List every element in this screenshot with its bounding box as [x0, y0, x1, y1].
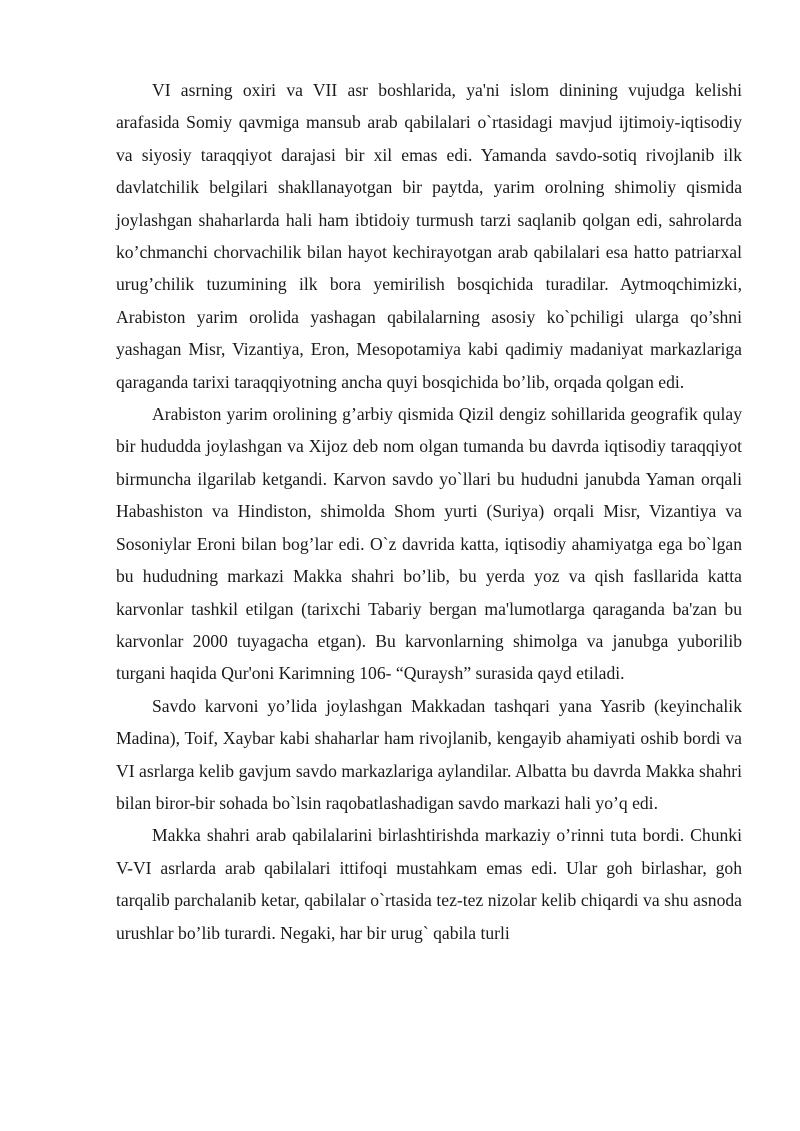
- paragraph: Makka shahri arab qabilalarini birlashtirishda markaziy o’rinni tuta bordi. Chunki V-VI asrlarda arab qabilalari ittifoqi mustahkam emas edi. Ular goh birlashar, goh tarqalib parchalanib ketar, qabilalar o`rtasida tez-tez nizolar kelib chiqardi va shu asnoda urushlar bo’lib turardi. Negaki, har bir urug` qabila turli: [116, 825, 742, 943]
- paragraph: Arabiston yarim orolining g’arbiy qismida Qizil dengiz sohillarida geografik qulay bir hududda joylashgan va Xijoz deb nom olgan tumanda bu davrda iqtisodiy taraqqiyot birmuncha ilgarilab ketgandi. Karvon savdo yo`llari bu hududni janubda Yaman orqali Habashiston va Hindiston, shimolda Shom yurti (Suriya) orqali Misr, Vizantiya va Sosoniylar Eroni bilan bog’lar edi. O`z davrida katta, iqtisodiy ahamiyatga ega bo`lgan bu hududning markazi Makka shahri bo’lib, bu yerda yoz va qish fasllarida katta karvonlar tashkil etilgan (tarixchi Tabariy bergan ma'lumotlarga qaraganda ba'zan bu karvonlar 2000 tuyagacha etgan). Bu karvonlarning shimolga va janubga yuborilib turgani haqida Qur'oni Karimning 106- “Quraysh” surasida qayd etiladi.: [116, 404, 742, 684]
- paragraph: VI asrning oxiri va VII asr boshlarida, ya'ni islom dinining vujudga kelishi arafasida Somiy qavmiga mansub arab qabilalari o`rtasidagi mavjud ijtimoiy-iqtisodiy va siyosiy taraqqiyot darajasi bir xil emas edi. Yamanda savdo-sotiq rivojlanib ilk davlatchilik belgilari shakllanayotgan bir paytda, yarim orolning shimoliy qismida joylashgan shaharlarda hali ham ibtidoiy turmush tarzi saqlanib qolgan edi, sahrolarda ko’chmanchi chorvachilik bilan hayot kechirayotgan arab qabilalari esa hatto patriarxal urug’chilik tuzumining ilk bora yemirilish bosqichida turadilar. Aytmoqchimizki, Arabiston yarim orolida yashagan qabilalarning asosiy ko`pchiligi ularga qo’shni yashagan Misr, Vizantiya, Eron, Mesopotamiya kabi qadimiy madaniyat markazlariga qaraganda tarixi taraqqiyotning ancha quyi bosqichida bo’lib, orqada qolgan edi.: [116, 80, 742, 392]
- paragraph: Savdo karvoni yo’lida joylashgan Makkadan tashqari yana Yasrib (keyinchalik Madina), Toif, Xaybar kabi shaharlar ham rivojlanib, kengayib ahamiyati oshib bordi va VI asrlarga kelib gavjum savdo markazlariga aylandilar. Albatta bu davrda Makka shahri bilan biror-bir sohada bo`lsin raqobatlashadigan savdo markazi hali yo’q edi.: [116, 695, 742, 813]
- document-page: [116, 74, 742, 949]
